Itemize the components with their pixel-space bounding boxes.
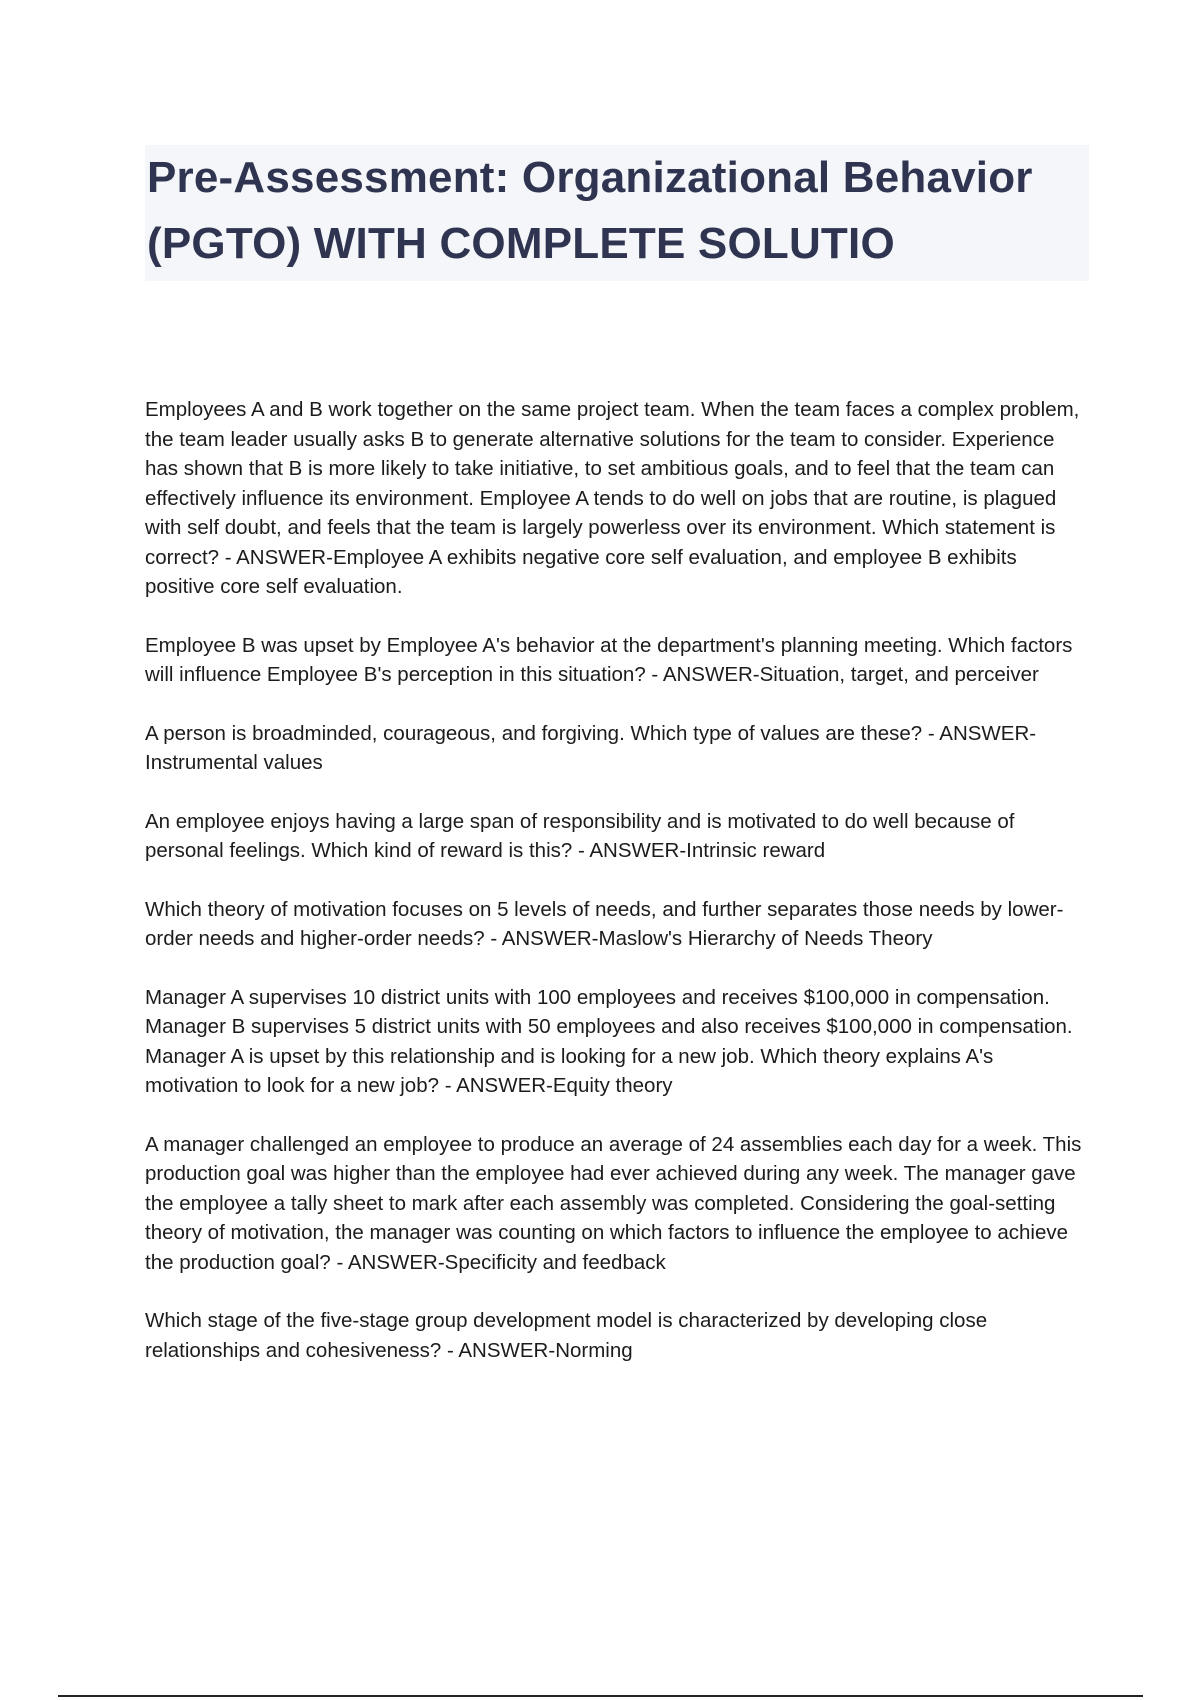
qa-item: Employees A and B work together on the same project team. When the team faces a complex problem, the team leader usually asks B to generate alternative solutions for the team to consider. Experience has shown that B is more likely to take initiative, to set ambitious goals, and to feel that the team can effectively influence its environment. Employee A tends to do well on jobs that are routine, is plagued with self doubt, and feels that the team is largely powerless over its environment. Which statement is correct? - ANSWER-Employee A exhibits negative core self evaluation, and employee B exhibits positive core self evaluation. [145,398,1080,598]
qa-list [145,395,1090,1394]
qa-item: A manager challenged an employee to produce an average of 24 assemblies each day for a week. This production goal was higher than the employee had ever achieved during any week. The manager gave the employee a tally sheet to mark after each assembly was completed. Considering the goal-setting theory of motivation, the manager was counting on which factors to influence the employee to achieve the production goal? - ANSWER-Specificity and feedback [145,1132,1082,1274]
qa-item: An employee enjoys having a large span of responsibility and is motivated to do well because of personal feelings. Which kind of reward is this? - ANSWER-Intrinsic reward [145,809,1015,862]
footer-divider [58,1695,1143,1697]
page-title: Pre-Assessment: Organizational Behavior (PGTO) WITH COMPLETE SOLUTIO [147,153,1033,268]
qa-item: Employee B was upset by Employee A's behavior at the department's planning meeting. Which factors will influence Employee B's perception in this situation? - ANSWER-Situation, target, and perceiver [145,633,1073,686]
qa-item: Which stage of the five-stage group development model is characterized by developing close relationships and cohesiveness? - ANSWER-Norming [145,1309,988,1362]
qa-item: A person is broadminded, courageous, and forgiving. Which type of values are these? - ANSWER-Instrumental values [145,721,1037,774]
qa-item: Manager A supervises 10 district units with 100 employees and receives $100,000 in compensation. Manager B supervises 5 district units with 50 employees and also receives $100,000 in compensation. Manager A is upset by this relationship and is looking for a new job. Which theory explains A's motivation to look for a new job? - ANSWER-Equity theory [145,985,1073,1097]
qa-item: Which theory of motivation focuses on 5 levels of needs, and further separates those needs by lower-order needs and higher-order needs? - ANSWER-Maslow's Hierarchy of Needs Theory [145,897,1064,950]
title-banner [145,145,1089,281]
